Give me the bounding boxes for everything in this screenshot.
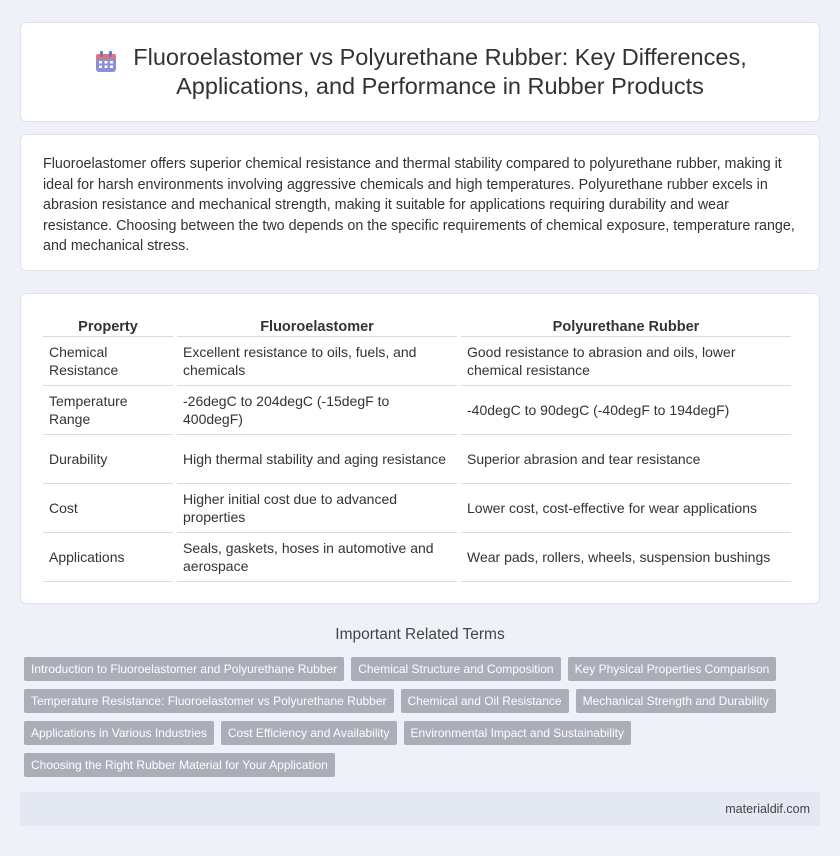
table-cell: Higher initial cost due to advanced properties	[177, 484, 457, 533]
related-term-tag[interactable]: Temperature Resistance: Fluoroelastomer vs Polyurethane Rubber	[24, 689, 394, 713]
table-cell: Superior abrasion and tear resistance	[461, 435, 791, 484]
table-row	[43, 484, 791, 533]
title-wrap	[53, 43, 786, 101]
table-cell: -40degC to 90degC (-40degF to 194degF)	[461, 386, 791, 435]
related-term-tag[interactable]: Cost Efficiency and Availability	[221, 721, 397, 745]
intro-card	[20, 134, 820, 271]
footer	[20, 792, 820, 826]
related-term-tag[interactable]: Environmental Impact and Sustainability	[404, 721, 631, 745]
table-cell: Durability	[43, 435, 173, 484]
table-cell: Applications	[43, 533, 173, 582]
related-terms-tags	[24, 657, 824, 777]
table-row	[43, 337, 791, 386]
comparison-table-card	[20, 293, 820, 604]
table-cell: High thermal stability and aging resistance	[177, 435, 457, 484]
related-term-tag[interactable]: Introduction to Fluoroelastomer and Polyurethane Rubber	[24, 657, 344, 681]
footer-site-link[interactable]: materialdif.com	[725, 802, 810, 816]
related-term-tag[interactable]: Mechanical Strength and Durability	[576, 689, 776, 713]
page-title	[133, 43, 746, 101]
table-header-polyurethane: Polyurethane Rubber	[461, 314, 791, 337]
table-cell: Lower cost, cost-effective for wear applications	[461, 484, 791, 533]
related-term-tag[interactable]: Choosing the Right Rubber Material for Your Application	[24, 753, 335, 777]
table-cell: Cost	[43, 484, 173, 533]
calendar-icon	[93, 49, 119, 75]
page-title-line2: Applications, and Performance in Rubber Products	[176, 73, 704, 99]
related-term-tag[interactable]: Applications in Various Industries	[24, 721, 214, 745]
table-cell: Chemical Resistance	[43, 337, 173, 386]
table-header-property: Property	[43, 314, 173, 337]
table-header-row	[43, 314, 791, 337]
table-cell: Excellent resistance to oils, fuels, and chemicals	[177, 337, 457, 386]
related-term-tag[interactable]: Chemical Structure and Composition	[351, 657, 560, 681]
table-cell: Good resistance to abrasion and oils, lower chemical resistance	[461, 337, 791, 386]
table-header-fluoroelastomer: Fluoroelastomer	[177, 314, 457, 337]
related-term-tag[interactable]: Chemical and Oil Resistance	[401, 689, 569, 713]
table-row	[43, 386, 791, 435]
page-title-line1: Fluoroelastomer vs Polyurethane Rubber: Key Differences,	[133, 44, 747, 70]
comparison-table	[39, 314, 795, 582]
table-row	[43, 435, 791, 484]
table-cell: Seals, gaskets, hoses in automotive and aerospace	[177, 533, 457, 582]
table-cell: Wear pads, rollers, wheels, suspension bushings	[461, 533, 791, 582]
intro-text: Fluoroelastomer offers superior chemical resistance and thermal stability compared to polyurethane rubber, making it ideal for harsh environments involving aggressive chemicals and high temperatures. Polyurethane rubber excels in abrasion resistance and mechanical strength, making it suitable for applications requiring durability and wear resistance. Choosing between the two depends on the specific requirements of chemical exposure, temperature range, and mechanical stress.	[43, 156, 795, 254]
related-terms-title: Important Related Terms	[335, 626, 505, 643]
header-card	[20, 22, 820, 122]
related-term-tag[interactable]: Key Physical Properties Comparison	[568, 657, 777, 681]
table-cell: Temperature Range	[43, 386, 173, 435]
table-cell: -26degC to 204degC (-15degF to 400degF)	[177, 386, 457, 435]
table-row	[43, 533, 791, 582]
